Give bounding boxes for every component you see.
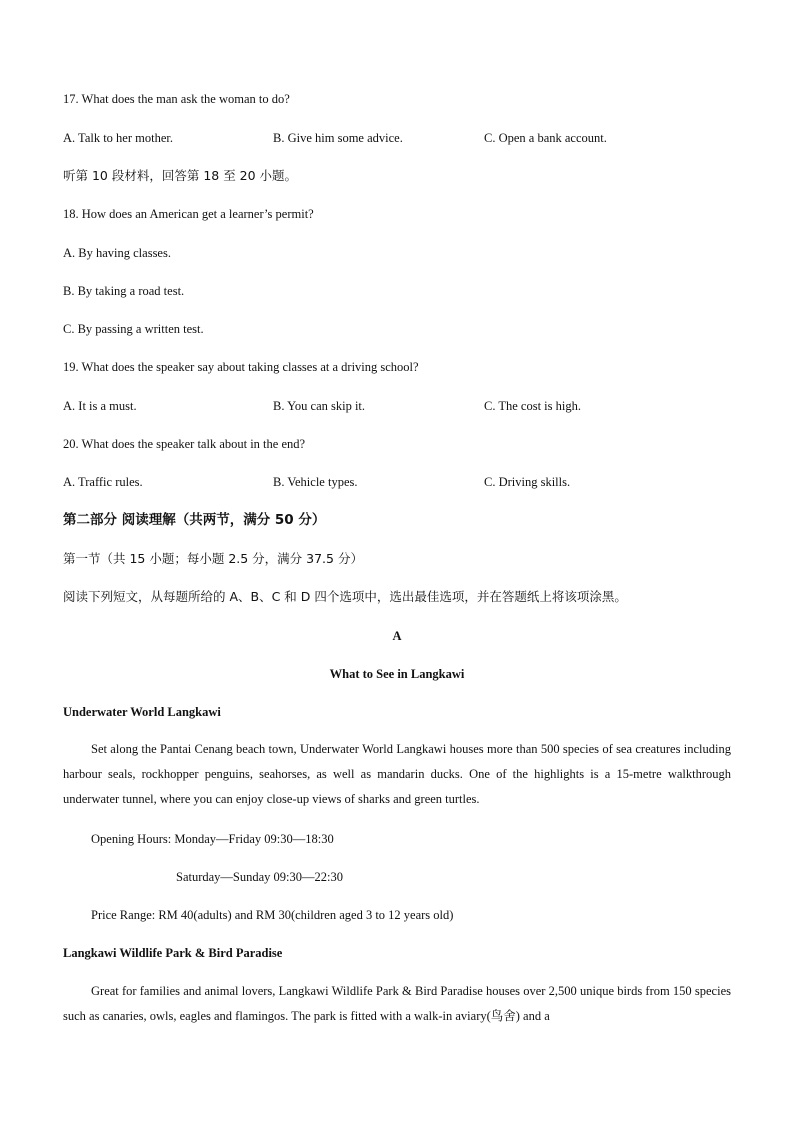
part-2-title: 第二部分 阅读理解（共两节，满分 50 分） xyxy=(63,512,326,528)
place-2-heading: Langkawi Wildlife Park & Bird Paradise xyxy=(63,946,283,960)
question-20-option-c: C. Driving skills. xyxy=(484,475,571,489)
reading-instruction: 阅读下列短文，从每题所给的 A、B、C 和 D 四个选项中，选出最佳选项，并在答题纸上将该项涂黑。 xyxy=(63,589,627,604)
question-20-option-b: B. Vehicle types. xyxy=(273,475,358,489)
question-20-stem: 20. What does the speaker talk about in the end? xyxy=(63,437,306,451)
place-1-price: Price Range: RM 40(adults) and RM 30(children aged 3 to 12 years old) xyxy=(91,908,454,922)
question-18-option-a: A. By having classes. xyxy=(63,246,171,260)
place-2-description: Great for families and animal lovers, Langkawi Wildlife Park & Bird Paradise houses over 2,500 unique birds from 150 species such as canaries, owls, eagles and flamingos. The park is fitted with a walk-in aviary(鸟舍) and a xyxy=(63,984,731,1023)
question-17-stem: 17. What does the man ask the woman to do? xyxy=(63,92,290,106)
question-20-option-a: A. Traffic rules. xyxy=(63,475,143,489)
section-10-instruction: 听第 10 段材料，回答第 18 至 20 小题。 xyxy=(63,168,298,183)
question-19-option-c: C. The cost is high. xyxy=(484,399,581,413)
question-19-option-b: B. You can skip it. xyxy=(273,399,366,413)
section-1-title: 第一节（共 15 小题；每小题 2.5 分，满分 37.5 分） xyxy=(63,551,363,566)
question-19-option-a: A. It is a must. xyxy=(63,399,137,413)
question-18-stem: 18. How does an American get a learner’s permit? xyxy=(63,207,314,221)
question-17-option-c: C. Open a bank account. xyxy=(484,131,607,145)
place-1-hours-weekday: Opening Hours: Monday—Friday 09:30—18:30 xyxy=(91,832,334,846)
question-19-stem: 19. What does the speaker say about taking classes at a driving school? xyxy=(63,360,419,374)
question-18-option-b: B. By taking a road test. xyxy=(63,284,185,298)
question-18-option-c: C. By passing a written test. xyxy=(63,322,204,336)
passage-title: What to See in Langkawi xyxy=(329,667,465,681)
question-17-option-b: B. Give him some advice. xyxy=(273,131,403,145)
passage-letter: A xyxy=(392,629,402,643)
place-1-hours-weekend: Saturday—Sunday 09:30—22:30 xyxy=(176,870,344,884)
place-1-heading: Underwater World Langkawi xyxy=(63,705,221,719)
question-17-option-a: A. Talk to her mother. xyxy=(63,131,173,145)
place-1-description: Set along the Pantai Cenang beach town, Underwater World Langkawi houses more than 500 species of sea creatures including harbour seals, rockhopper penguins, seahorses, as well as mandarin ducks. One of the highlights is a 15-metre walkthrough underwater tunnel, where you can enjoy close-up views of sharks and green turtles. xyxy=(63,742,731,806)
